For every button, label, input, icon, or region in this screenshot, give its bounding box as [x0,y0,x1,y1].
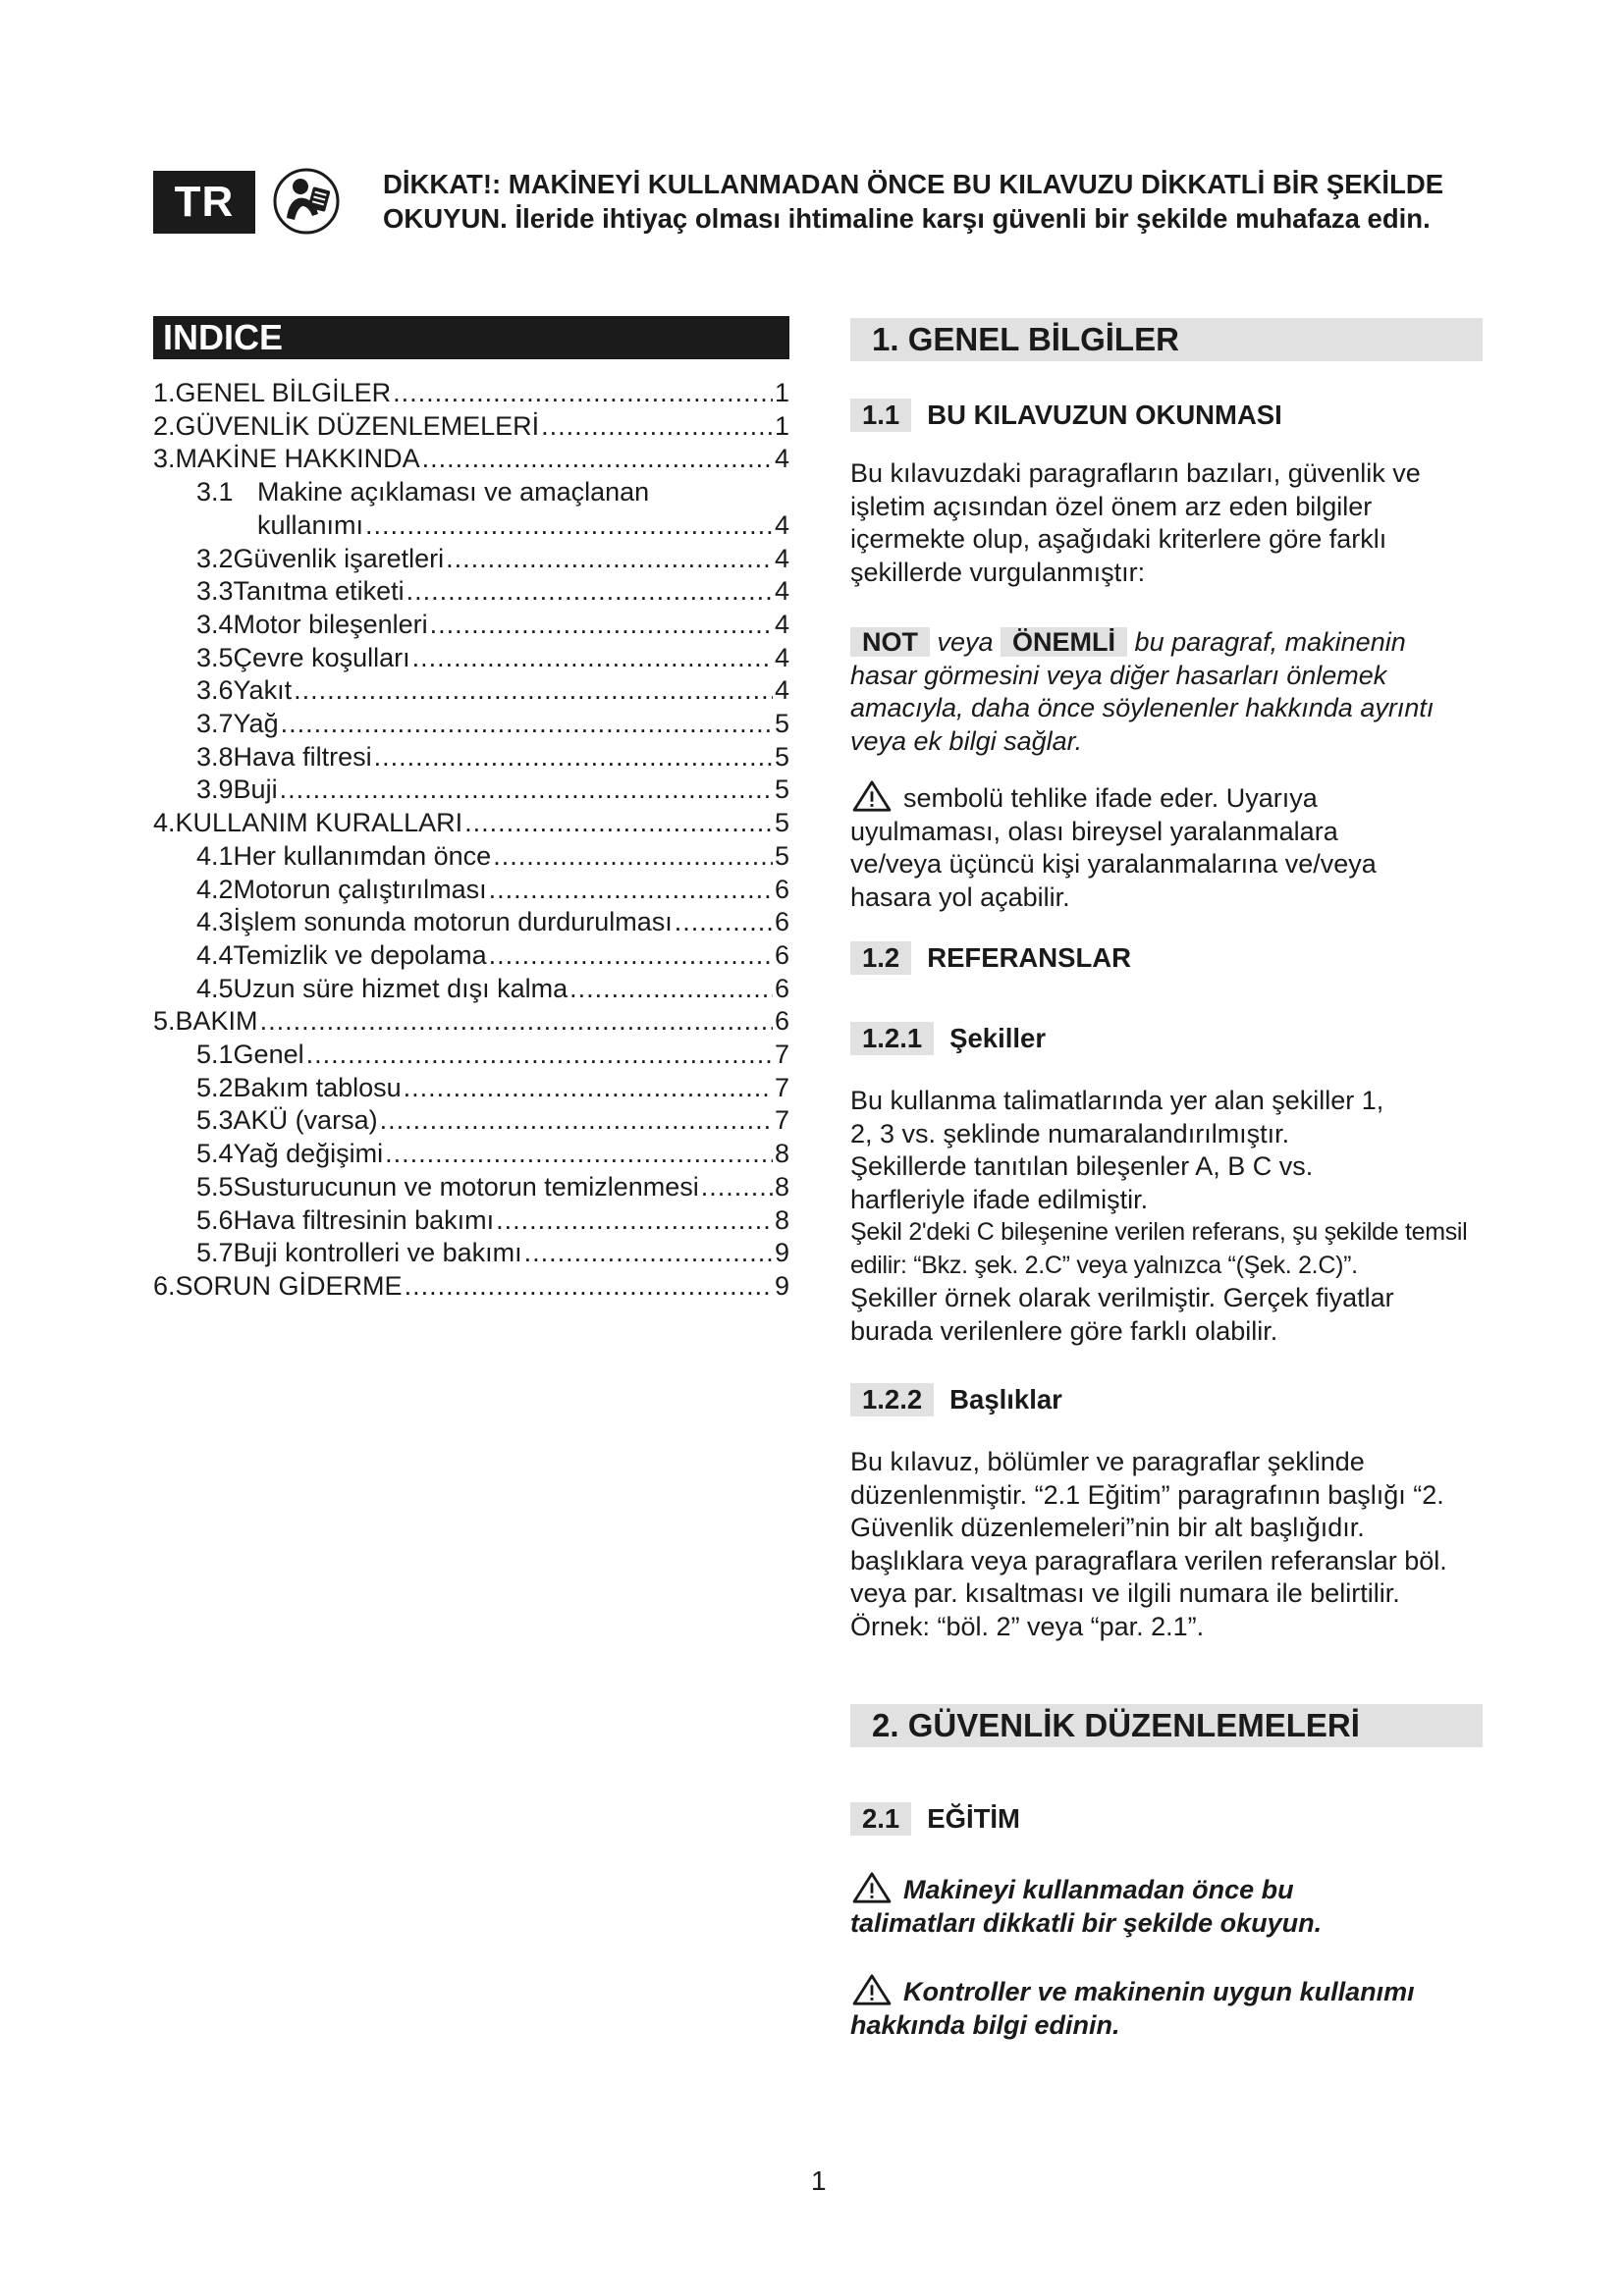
figures-paragraph-2: Şekil 2'deki C bileşenine verilen referans, şu şekilde temsil edilir: “Bkz. şek. 2.C” veya yalnızca “(Şek. 2.C)”. [850,1218,1468,1279]
toc-title: Genel [233,1040,304,1070]
toc-num: 5.5 [196,1171,234,1201]
section-number: 1.1 [850,399,911,432]
danger-paragraph [850,779,1400,914]
section-title: EĞİTİM [927,1803,1020,1834]
toc-row[interactable] [153,543,789,576]
section-1-2-heading [850,941,1489,975]
toc-num: 1. [153,378,176,407]
toc-num: 4.2 [196,874,234,904]
toc-num: 4.1 [196,840,234,871]
read-manual-icon [273,167,340,236]
section-1-1-heading [850,399,1489,432]
toc-page: 7 [774,1072,789,1102]
toc-row[interactable] [153,774,789,807]
figures-paragraph-1: Bu kullanma talimatlarında yer alan şekiller 1, 2, 3 vs. şeklinde numaralandırılmıştır. Şekillerde tanıtılan bileşenler A, B C vs. harfleriyle ifade edilmiştir. [850,1086,1384,1214]
toc-row[interactable] [153,1171,789,1204]
important-tag: ÖNEMLİ [1001,627,1127,657]
language-badge: TR [153,171,255,234]
toc-row[interactable] [153,807,789,840]
index-title: INDICE [153,316,789,359]
toc-num: 5.6 [196,1204,234,1235]
toc-num: 6. [153,1270,176,1301]
figures-paragraph-3: Şekiller örnek olarak verilmiştir. Gerçek fiyatlar burada verilenlere göre farklı olabilir. [850,1283,1394,1346]
section-title: Başlıklar [949,1384,1062,1415]
toc-title: Güvenlik işaretleri [233,543,445,573]
toc-num: 3.9 [196,774,234,805]
toc-num: 5.1 [196,1040,234,1070]
toc-page: 4 [774,642,789,672]
section-1-2-1-heading [850,1022,1489,1055]
toc-row[interactable] [153,741,789,774]
toc-num: 3.8 [196,741,234,772]
toc-page: 4 [774,609,789,639]
toc-page: 4 [774,576,789,607]
toc-title: Temizlik ve depolama [233,939,487,970]
toc-row[interactable] [153,509,789,543]
toc-num: 3.3 [196,576,234,607]
section-1-heading: 1. GENEL BİLGİLER [850,318,1483,361]
toc-page: 4 [774,509,789,540]
toc-title: Susturucunun ve motorun temizlenmesi [233,1171,699,1201]
section-number: 1.2.1 [850,1022,934,1055]
toc-title: Uzun süre hizmet dışı kalma [233,973,568,1003]
toc-title: KULLANIM KURALLARI [175,808,463,838]
danger-text: sembolü tehlike ifade eder. Uyarıya uyulmaması, olası bireysel yaralanmalara ve/veya üçüncü kişi yaralanmalarına ve/veya hasara yol açabilir. [850,783,1377,912]
section-1-2-2-heading [850,1383,1489,1416]
toc-title: GENEL BİLGİLER [175,378,392,407]
toc-title: GÜVENLİK DÜZENLEMELERİ [175,410,540,441]
section-title: Şekiller [949,1023,1047,1053]
toc-page: 5 [774,741,789,772]
toc-row[interactable] [153,840,789,874]
toc-num: 3.6 [196,675,234,706]
toc-num: 3.7 [196,709,234,739]
toc-row[interactable] [153,410,789,444]
toc-row[interactable] [153,476,789,509]
toc-page: 1 [774,378,789,407]
toc-row[interactable] [153,575,789,609]
toc-title: Motorun çalıştırılması [233,874,487,904]
toc-title: Yağ [233,709,279,739]
warning-triangle-icon [850,1871,893,1904]
toc-title: Buji [233,774,278,805]
toc-page: 7 [774,1040,789,1070]
toc-page: 8 [774,1204,789,1235]
toc-title: AKÜ (varsa) [233,1105,378,1136]
warning-text: Kontroller ve makinenin uygun kullanımı hakkında bilgi edinin. [850,1977,1415,2040]
toc-page: 8 [774,1171,789,1201]
toc-page: 5 [774,709,789,739]
toc-row[interactable] [153,609,789,642]
section-title: BU KILAVUZUN OKUNMASI [927,400,1282,430]
toc-row[interactable] [153,1270,789,1304]
toc-page: 4 [774,543,789,573]
section-2-1-heading [850,1802,1489,1836]
toc-num: 4. [153,808,176,838]
toc-row[interactable] [153,1204,789,1238]
toc-row[interactable] [153,874,789,907]
table-of-contents [153,377,789,1304]
toc-num: 3.2 [196,543,234,573]
toc-title: Her kullanımdan önce [233,840,492,871]
toc-page: 9 [774,1270,789,1301]
toc-page: 7 [774,1105,789,1136]
note-paragraph [850,626,1479,758]
note-or: veya [930,627,1001,657]
toc-title: Çevre koşulları [233,642,410,672]
section-number: 1.2 [850,941,911,975]
section-2-heading: 2. GÜVENLİK DÜZENLEMELERİ [850,1704,1483,1747]
toc-title: kullanımı [257,509,364,540]
headings-paragraph: Bu kılavuz, bölümler ve paragraflar şeklinde düzenlenmiştir. “2.1 Eğitim” paragrafının başlığı “2. Güvenlik düzenlemeleri”nin bir alt başlığıdır. başlıklara veya paragraflara verilen referanslar böl. veya par. kısaltması ve ilgili numara ile belirtilir. Örnek: “böl. 2” veya “par. 2.1”. [850,1447,1447,1641]
toc-page: 6 [774,939,789,970]
toc-row[interactable] [153,1005,789,1039]
toc-row[interactable] [153,1104,789,1138]
toc-page: 6 [774,907,789,937]
header-warning-rest: İleride ihtiyaç olması ihtimaline karşı güvenli bir şekilde muhafaza edin. [507,203,1431,234]
toc-num: 4.3 [196,907,234,937]
toc-page: 5 [774,840,789,871]
toc-page: 9 [774,1238,789,1268]
toc-title: MAKİNE HAKKINDA [175,444,420,474]
toc-num: 3.1 [196,477,234,507]
toc-num: 5. [153,1006,176,1037]
toc-row[interactable] [153,1138,789,1171]
header-warning-caps: DİKKAT!: MAKİNEYİ KULLANMADAN ÖNCE BU KILAVUZU DİKKATLİ BİR ŞEKİLDE OKUYUN. [383,169,1444,234]
header-warning [383,167,1542,236]
toc-row[interactable] [153,674,789,708]
toc-num: 5.2 [196,1072,234,1102]
toc-title: SORUN GİDERME [175,1270,403,1301]
toc-row[interactable] [153,973,789,1006]
toc-num: 2. [153,410,176,441]
toc-title: Yakıt [233,675,293,706]
toc-num: 5.4 [196,1139,234,1169]
toc-row[interactable] [153,939,789,973]
toc-num: 4.4 [196,939,234,970]
toc-title: İşlem sonunda motorun durdurulması [233,907,673,937]
toc-row[interactable] [153,708,789,741]
toc-row[interactable] [153,1072,789,1105]
section-number: 2.1 [850,1802,911,1836]
toc-num: 3. [153,444,176,474]
toc-page: 8 [774,1139,789,1169]
toc-num: 3.4 [196,609,234,639]
toc-title: Hava filtresi [233,741,372,772]
training-warning-1 [850,1871,1400,1940]
warning-triangle-icon [850,1973,893,2006]
toc-title: Bakım tablosu [233,1072,402,1102]
page-number: 1 [811,2165,827,2196]
training-warning-2 [850,1973,1489,2042]
warning-text: Makineyi kullanmadan önce bu talimatları dikkatli bir şekilde okuyun. [850,1875,1323,1938]
note-tag: NOT [850,627,930,657]
toc-page: 5 [774,774,789,805]
toc-page: 4 [774,444,789,474]
toc-row[interactable] [153,1039,789,1072]
toc-title: Yağ değişimi [233,1139,384,1169]
toc-title: Buji kontrolleri ve bakımı [233,1238,522,1268]
section-number: 1.2.2 [850,1383,934,1416]
toc-title: Makine açıklaması ve amaçlanan [257,477,650,507]
toc-num: 4.5 [196,973,234,1003]
toc-page: 6 [774,874,789,904]
toc-num: 5.3 [196,1105,234,1136]
toc-row[interactable] [153,642,789,675]
note-text: bu paragraf, makinenin hasar görmesini veya diğer hasarları önlemek amacıyla, daha önce söylenenler hakkında ayrıntı veya ek bilgi sağlar. [850,627,1435,756]
toc-page: 1 [774,410,789,441]
toc-row[interactable] [153,1237,789,1270]
toc-page: 6 [774,1006,789,1037]
toc-num: 3.5 [196,642,234,672]
toc-row[interactable] [153,443,789,476]
toc-row[interactable] [153,377,789,410]
toc-title: Hava filtresinin bakımı [233,1204,495,1235]
toc-title: Motor bileşenleri [233,609,428,639]
toc-page: 6 [774,973,789,1003]
toc-page: 5 [774,808,789,838]
toc-num: 5.7 [196,1238,234,1268]
content-column [850,318,1489,2042]
toc-page: 4 [774,675,789,706]
warning-triangle-icon [850,779,893,813]
reading-paragraph: Bu kılavuzdaki paragrafların bazıları, güvenlik ve işletim açısından özel önem arz eden bilgiler içermekte olup, aşağıdaki kriterlere göre farklı şekillerde vurgulanmıştır: [850,458,1421,587]
toc-row[interactable] [153,906,789,939]
toc-title: Tanıtma etiketi [233,576,405,607]
toc-title: BAKIM [175,1006,258,1037]
section-title: REFERANSLAR [927,942,1132,973]
